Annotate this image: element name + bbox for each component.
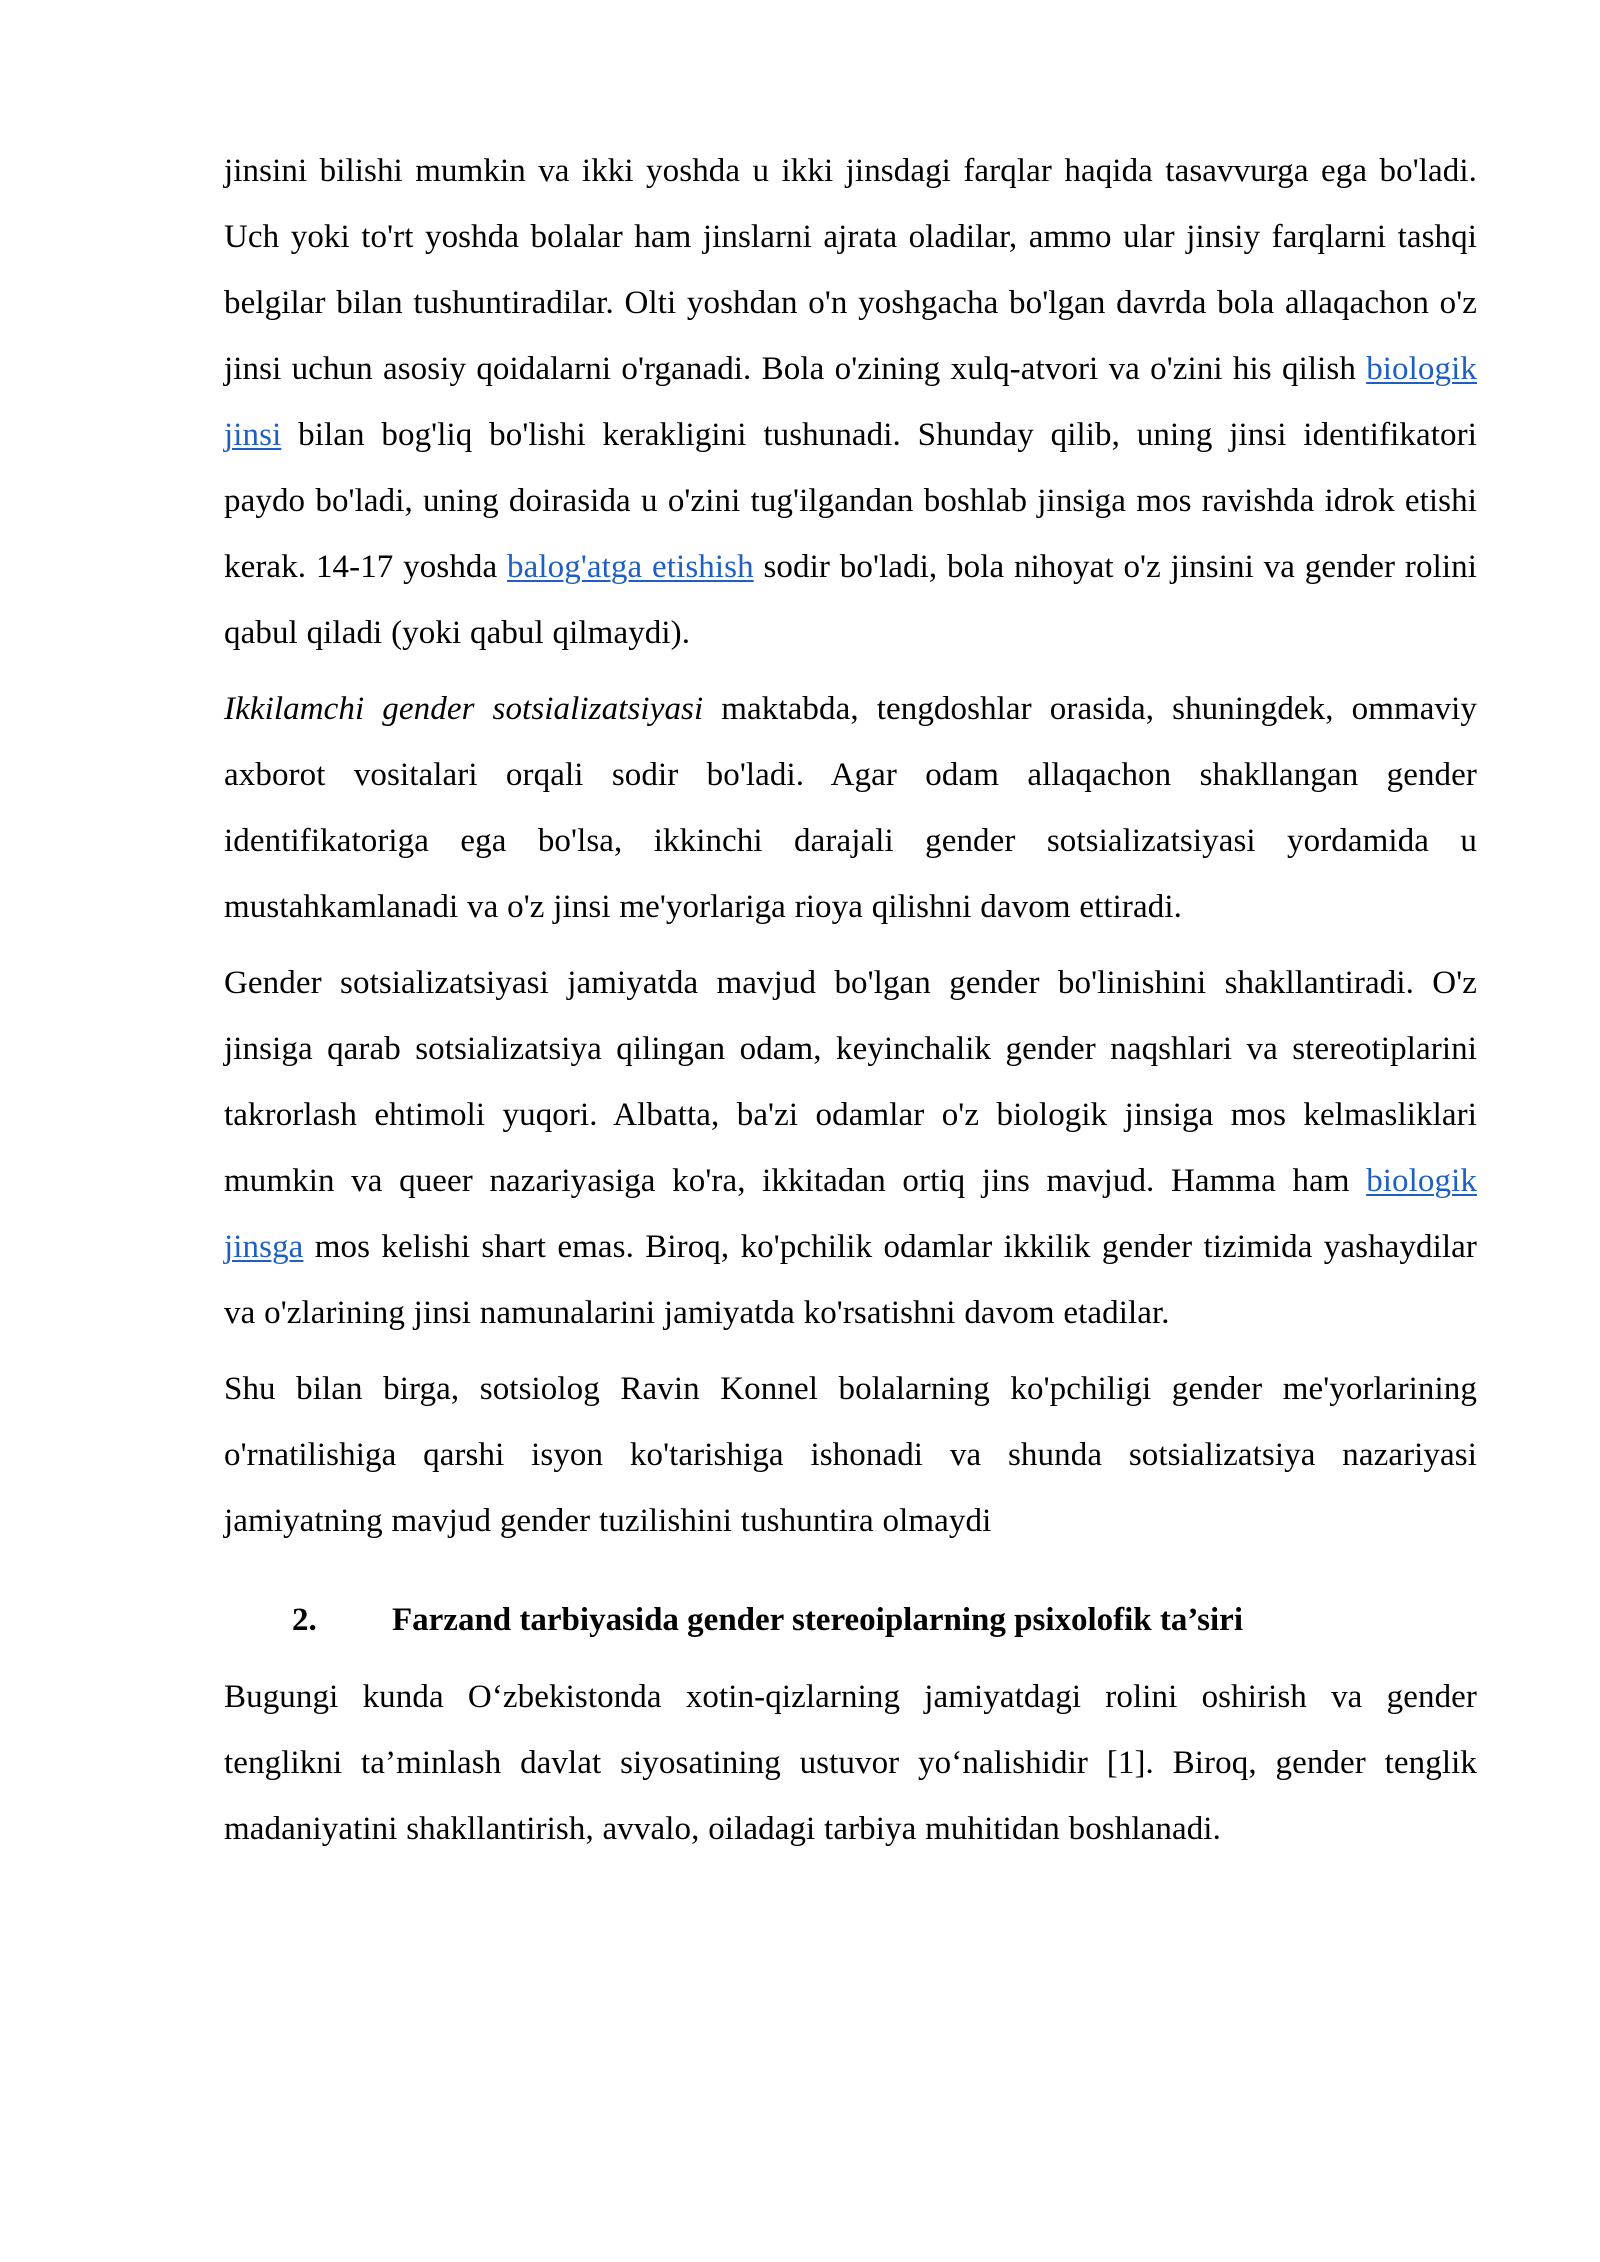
section-heading (224, 1590, 1477, 1650)
section-heading-row (224, 1590, 1477, 1650)
paragraph-5 (224, 1664, 1477, 1862)
paragraph-1 (224, 138, 1477, 666)
paragraph-spacer-2 (224, 940, 1477, 950)
paragraph-1-text-b: bilan bog'liq bo'lishi kerakligini tushunadi. Shunday qilib, uning jinsi identifikatori paydo bo'ladi, uning doirasida u o'zini tug'ilgandan boshlab jinsiga mos ravishda idrok etishi kerak. 14-17 yoshda (224, 417, 1477, 585)
paragraph-5-text: Bugungi kunda Oʻzbekistonda xotin-qizlarning jamiyatdagi rolini oshirish va gender tenglikni ta’minlash davlat siyosatining ustuvor yoʻnalishidir [1]. Biroq, gender tenglik madaniyatini shakllantirish, avvalo, oiladagi tarbiya muhitidan boshlanadi. (224, 1679, 1477, 1847)
paragraph-2-text: maktabda, tengdoshlar orasida, shuningdek, ommaviy axborot vositalari orqali sodir bo'ladi. Agar odam allaqachon shakllangan gender identifikatoriga ega bo'lsa, ikkinchi darajali gender sotsializatsiyasi yordamida u mustahkamlanadi va o'z jinsi me'yorlariga rioya qilishni davom ettiradi. (224, 691, 1477, 925)
paragraph-3-text-a: Gender sotsializatsiyasi jamiyatda mavjud bo'lgan gender bo'linishini shakllantiradi. O'z jinsiga qarab sotsializatsiya qilingan odam, keyinchalik gender naqshlari va stereotiplarini takrorlash ehtimoli yuqori. Albatta, ba'zi odamlar o'z biologik jinsiga mos kelmasliklari mumkin va queer nazariyasiga ko'ra, ikkitadan ortiq jins mavjud. Hamma ham (224, 965, 1477, 1199)
paragraph-spacer-1 (224, 666, 1477, 676)
page-body (224, 138, 1477, 1862)
link-balogatga-etishish[interactable]: balog'atga etishish (507, 549, 754, 585)
paragraph-4 (224, 1356, 1477, 1554)
section-heading-number: 2. (292, 1602, 317, 1638)
paragraph-3-text-b: mos kelishi shart emas. Biroq, ko'pchilik odamlar ikkilik gender tizimida yashaydilar va o'zlarining jinsi namunalarini jamiyatda ko'rsatishni davom etadilar. (224, 1229, 1477, 1331)
section-heading-text: Farzand tarbiyasida gender stereoiplarning psixolofik ta’siri (392, 1602, 1243, 1638)
paragraph-1-text-c: sodir bo'ladi, bola nihoyat o'z jinsini va gender rolini qabul qiladi (yoki qabul qilmaydi). (224, 549, 1477, 651)
paragraph-2 (224, 676, 1477, 940)
paragraph-spacer-3 (224, 1346, 1477, 1356)
link-biologik-jinsi[interactable]: biologik jinsi (224, 351, 1477, 453)
paragraph-2-italic-lead: Ikkilamchi gender sotsializatsiyasi (224, 691, 704, 727)
link-biologik-jinsga[interactable]: biologik jinsga (224, 1163, 1477, 1265)
paragraph-1-text-a: jinsini bilishi mumkin va ikki yoshda u ikki jinsdagi farqlar haqida tasavvurga ega bo'ladi. Uch yoki to'rt yoshda bolalar ham jinslarni ajrata oladilar, ammo ular jinsiy farqlarni tashqi belgilar bilan tushuntiradilar. Olti yoshdan o'n yoshgacha bo'lgan davrda bola allaqachon o'z jinsi uchun asosiy qoidalarni o'rganadi. Bola o'zining xulq-atvori va o'zini his qilish (224, 153, 1477, 387)
paragraph-4-text: Shu bilan birga, sotsiolog Ravin Konnel bolalarning ko'pchiligi gender me'yorlarining o'rnatilishiga qarshi isyon ko'tarishiga ishonadi va shunda sotsializatsiya nazariyasi jamiyatning mavjud gender tuzilishini tushuntira olmaydi (224, 1371, 1477, 1539)
paragraph-3 (224, 950, 1477, 1346)
